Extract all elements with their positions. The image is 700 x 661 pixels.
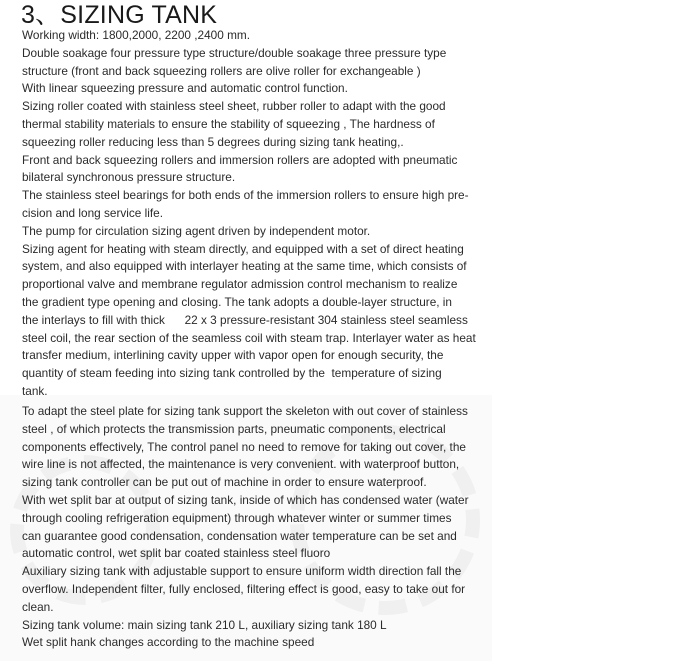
page-title: 3、SIZING TANK [21, 1, 218, 29]
text-line: The pump for circulation sizing agent driven by independent motor. [22, 223, 371, 238]
text-line: clean. [22, 599, 54, 614]
text-line: thermal stability materials to ensure the stability of squeezing , The hardness of [22, 116, 435, 131]
text-line: system, and also equipped with interlayer heating at the same time, which consists of [22, 259, 467, 274]
text-line: tank. [22, 383, 48, 398]
text-line: With wet split bar at output of sizing tank, inside of which has condensed water (water [22, 492, 469, 507]
spec-paragraph-block-1 [22, 27, 492, 401]
text-line: steel coil, the rear section of the seamless coil with steam trap. Interlayer water as heat [22, 330, 476, 345]
text-line: can guarantee good condensation, condensation water temperature can be set and [22, 528, 457, 543]
text-line: cision and long service life. [22, 205, 163, 220]
text-line: squeezing roller reducing less than 5 degrees during sizing tank heating,. [22, 134, 404, 149]
text-line: components effectively, The control panel no need to remove for taking out cover, the [22, 439, 466, 454]
text-line: Wet split hank changes according to the machine speed [22, 635, 315, 650]
text-line: bilateral synchronous pressure structure. [22, 170, 236, 185]
text-line: Double soakage four pressure type structure/double soakage three pressure type [22, 45, 447, 60]
text-line: With linear squeezing pressure and automatic control function. [22, 81, 348, 96]
text-line: To adapt the steel plate for sizing tank support the skeleton with out cover of stainless [22, 404, 468, 418]
text-line: proportional valve and membrane regulator admission control mechanism to realize [22, 277, 458, 292]
text-line: Front and back squeezing rollers and immersion rollers are adopted with pneumatic [22, 152, 458, 167]
text-line: structure (front and back squeezing rollers are olive roller for exchangeable ) [22, 63, 421, 78]
text-line: Sizing agent for heating with steam directly, and equipped with a set of direct heating [22, 241, 464, 256]
spec-paragraph-block-2 [22, 403, 492, 652]
text-line: The stainless steel bearings for both ends of the immersion rollers to ensure high pre- [22, 188, 469, 203]
text-line: through cooling refrigeration equipment) through whatever winter or summer times [22, 510, 452, 525]
text-line: steel , of which protects the transmission parts, pneumatic components, electrical [22, 421, 446, 436]
text-line: Working width: 1800,2000, 2200 ,2400 mm. [22, 28, 250, 42]
text-line: overflow. Independent filter, fully enclosed, filtering effect is good, easy to take out for [22, 581, 466, 596]
text-line: transfer medium, interlining cavity upper with vapor open for enough security, the [22, 348, 444, 363]
text-line: the gradient type opening and closing. The tank adopts a double-layer structure, in [22, 294, 452, 309]
text-line: wire line is not affected, the maintenance is very convenient. with waterproof button, [22, 457, 460, 472]
text-line: Sizing tank volume: main sizing tank 210 L, auxiliary sizing tank 180 L [22, 617, 387, 632]
text-line: quantity of steam feeding into sizing tank controlled by the temperature of sizing [22, 366, 442, 381]
text-line: sizing tank controller can be put out of machine in order to ensure waterproof. [22, 475, 427, 490]
text-line: the interlays to fill with thick 22 x 3 pressure-resistant 304 stainless steel seamless [22, 312, 468, 327]
text-line: Sizing roller coated with stainless steel sheet, rubber roller to adapt with the good [22, 99, 446, 114]
text-line: automatic control, wet split bar coated stainless steel fluoro [22, 546, 331, 561]
text-line: Auxiliary sizing tank with adjustable support to ensure uniform width direction fall the [22, 564, 462, 579]
